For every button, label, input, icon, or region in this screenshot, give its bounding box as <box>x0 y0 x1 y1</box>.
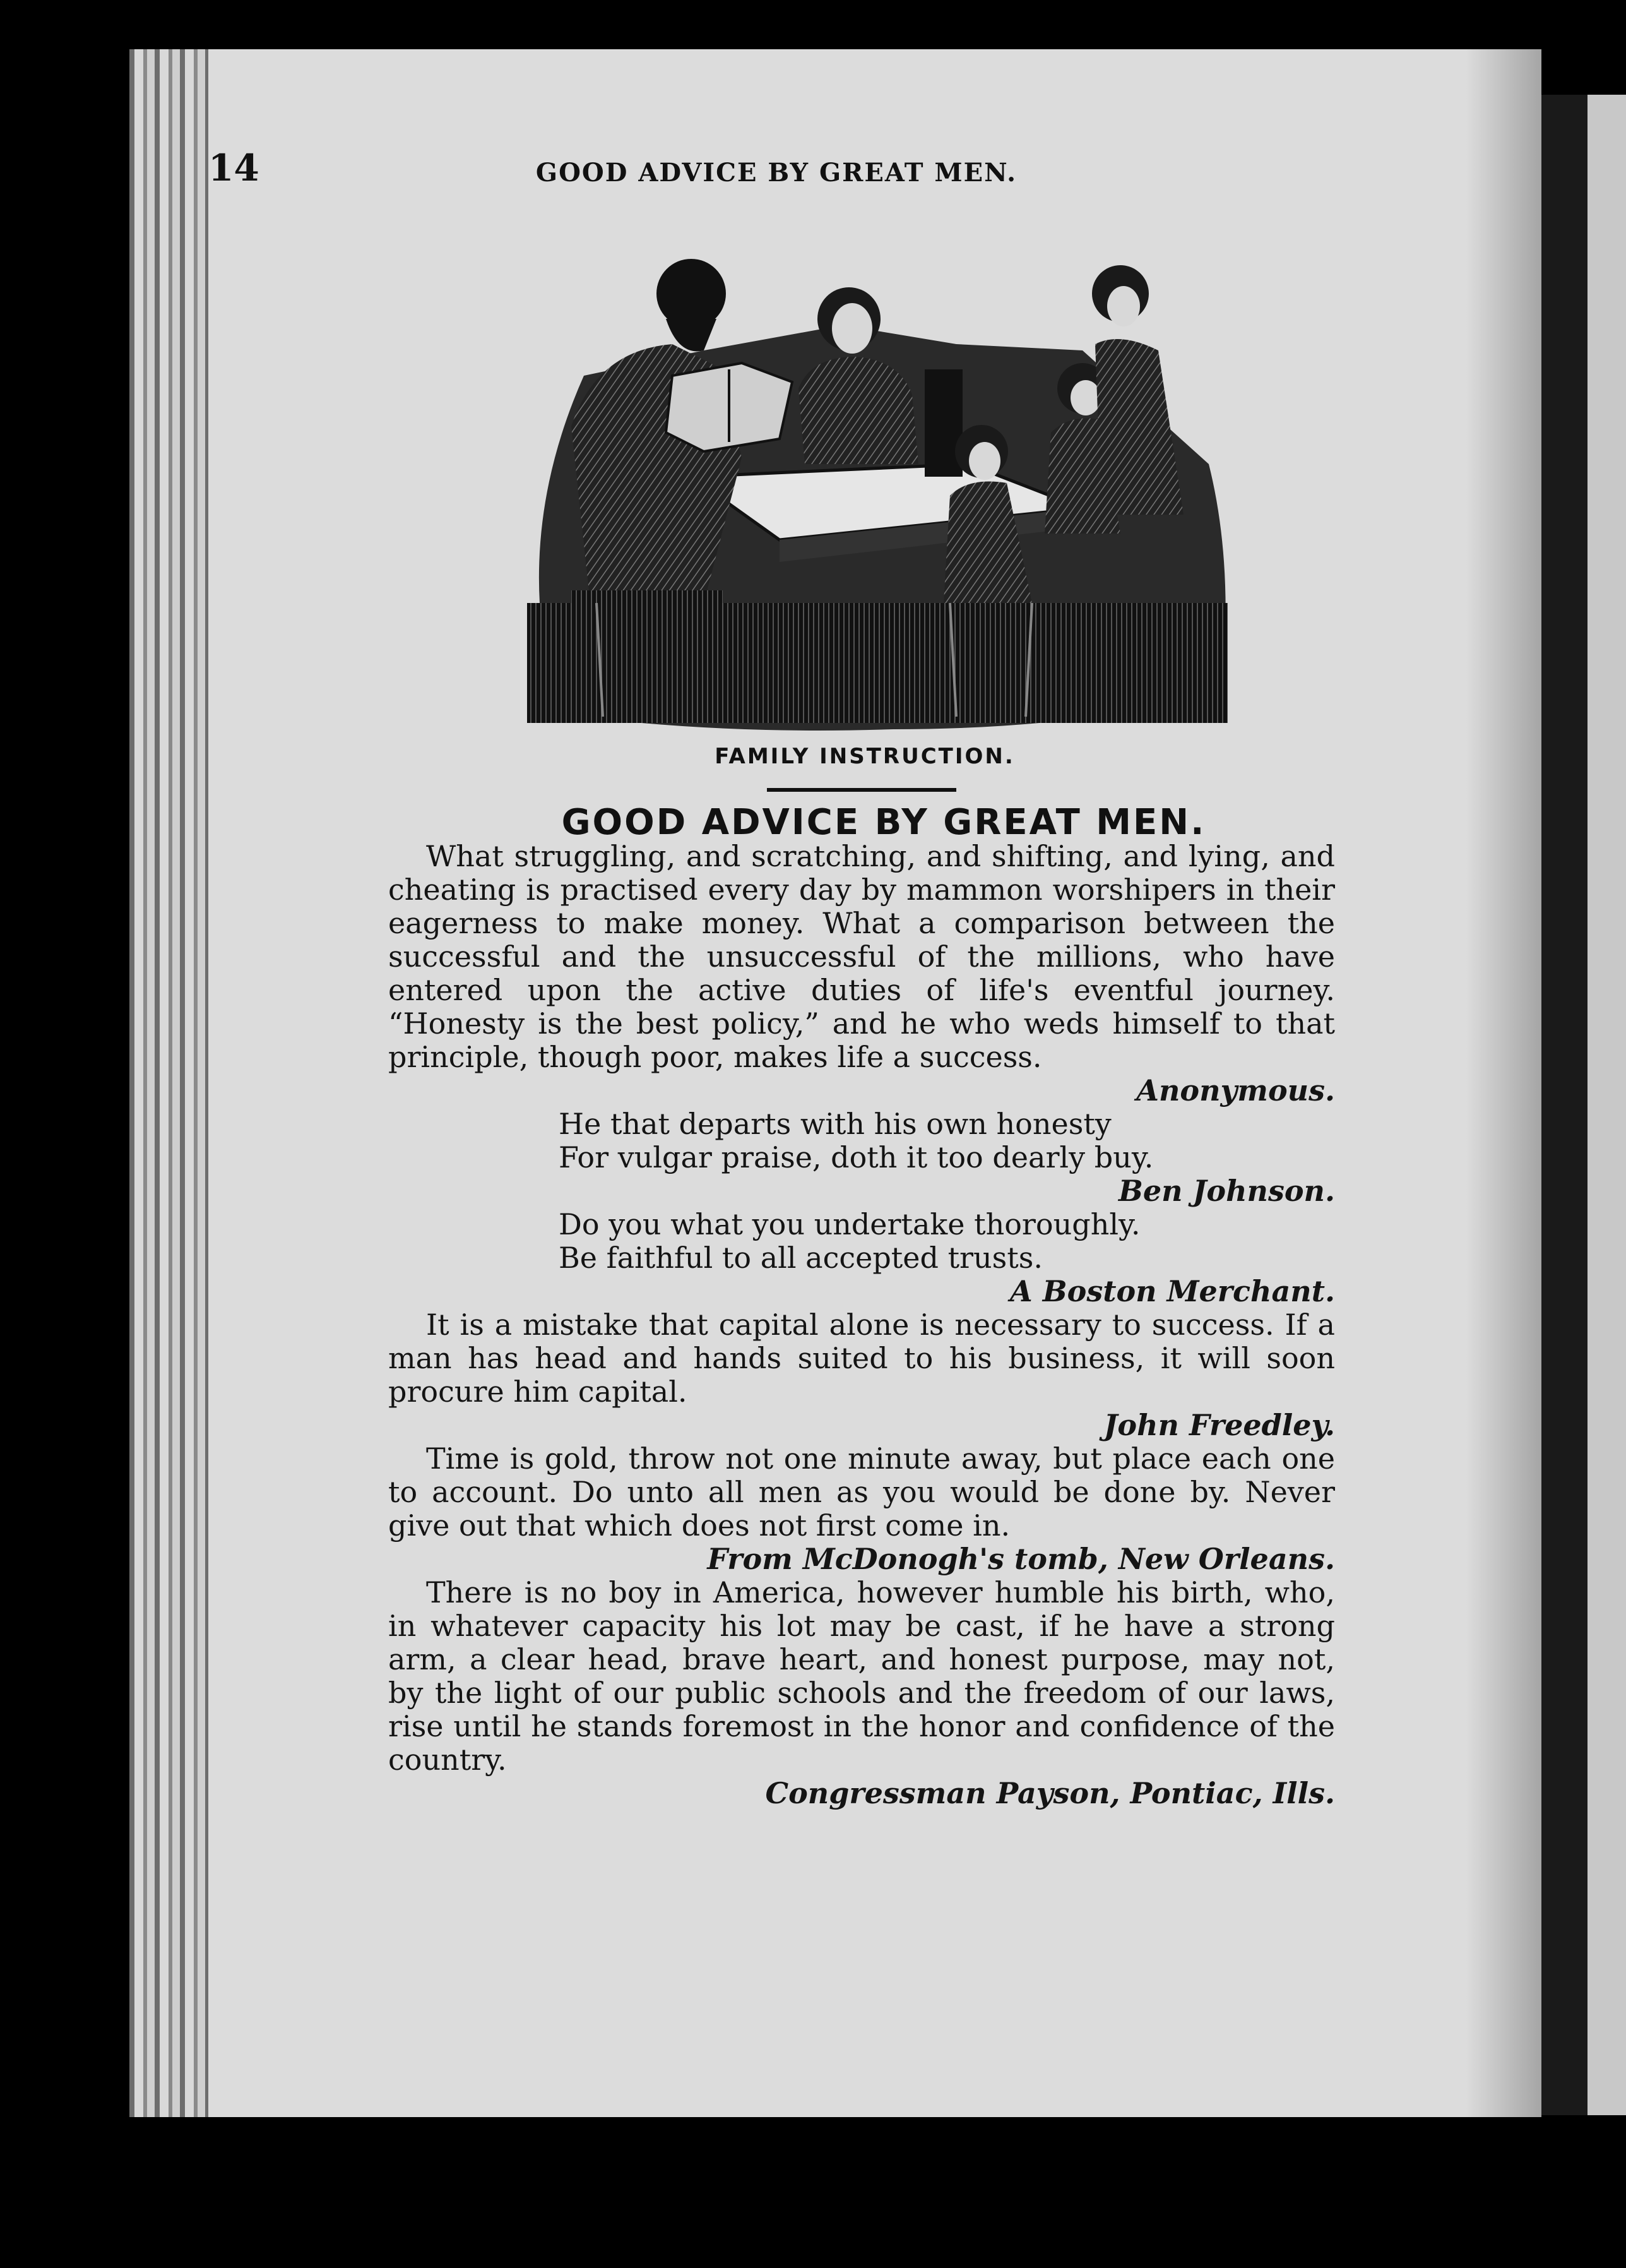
passage-text: What struggling, and scratching, and shifting, and lying, and cheating is practised every day by mammon worshipers in their eagerness to make money. What a comparison between the successful and the unsuccessful of the millions, who have entered upon the active duties of life's eventful journey. “Honesty is the best policy,” and he who weds himself to that principle, though poor, makes life a success. <box>388 839 1335 1074</box>
illustration-caption: FAMILY INSTRUCTION. <box>715 744 1015 769</box>
passage-author: Congressman Payson, Pontiac, Ills. <box>765 1776 1335 1810</box>
passage-paragraph <box>388 1442 1335 1576</box>
verse-passage <box>559 1208 1335 1308</box>
verse-line: Be faithful to all accepted trusts. <box>559 1241 1043 1275</box>
running-title: GOOD ADVICE BY GREAT MEN. <box>535 158 1018 188</box>
next-page-strip <box>1541 95 1587 2115</box>
verse-line: He that departs with his own honesty <box>559 1107 1112 1141</box>
passage-author: Ben Johnson. <box>1119 1174 1335 1208</box>
article-body <box>388 840 1335 1810</box>
page-edge-stack <box>129 49 211 2117</box>
page-number: 14 <box>208 146 259 189</box>
passage-paragraph <box>388 1576 1335 1810</box>
passage-author: A Boston Merchant. <box>1010 1274 1335 1308</box>
title-rule <box>767 788 956 792</box>
verse-line: Do you what you undertake thoroughly. <box>559 1207 1141 1241</box>
gutter-shadow <box>1466 49 1541 2117</box>
article-title: GOOD ADVICE BY GREAT MEN. <box>561 802 1206 843</box>
passage-author: From McDonogh's tomb, New Orleans. <box>707 1542 1335 1576</box>
family-instruction-engraving <box>514 249 1240 755</box>
passage-author: John Freedley. <box>1103 1408 1335 1442</box>
passage-text: Time is gold, throw not one minute away, but place each one to account. Do unto all men as you would be done by. Never give out that which does not first come in. <box>388 1441 1335 1543</box>
verse-passage <box>559 1107 1335 1208</box>
passage-text: It is a mistake that capital alone is necessary to success. If a man has head and hands suited to his business, it will soon procure him capital. <box>388 1308 1335 1409</box>
passage-paragraph <box>388 840 1335 1107</box>
passage-author: Anonymous. <box>1136 1073 1335 1107</box>
passage-text: There is no boy in America, however humble his birth, who, in whatever capacity his lot may be cast, if he have a strong arm, a clear head, brave heart, and honest purpose, may not, by the light of our public schools and the freedom of our laws, rise until he stands foremost in the honor and confidence of the country. <box>388 1575 1335 1777</box>
next-page <box>1587 95 1626 2115</box>
verse-line: For vulgar praise, doth it too dearly buy. <box>559 1140 1154 1174</box>
passage-paragraph <box>388 1308 1335 1442</box>
